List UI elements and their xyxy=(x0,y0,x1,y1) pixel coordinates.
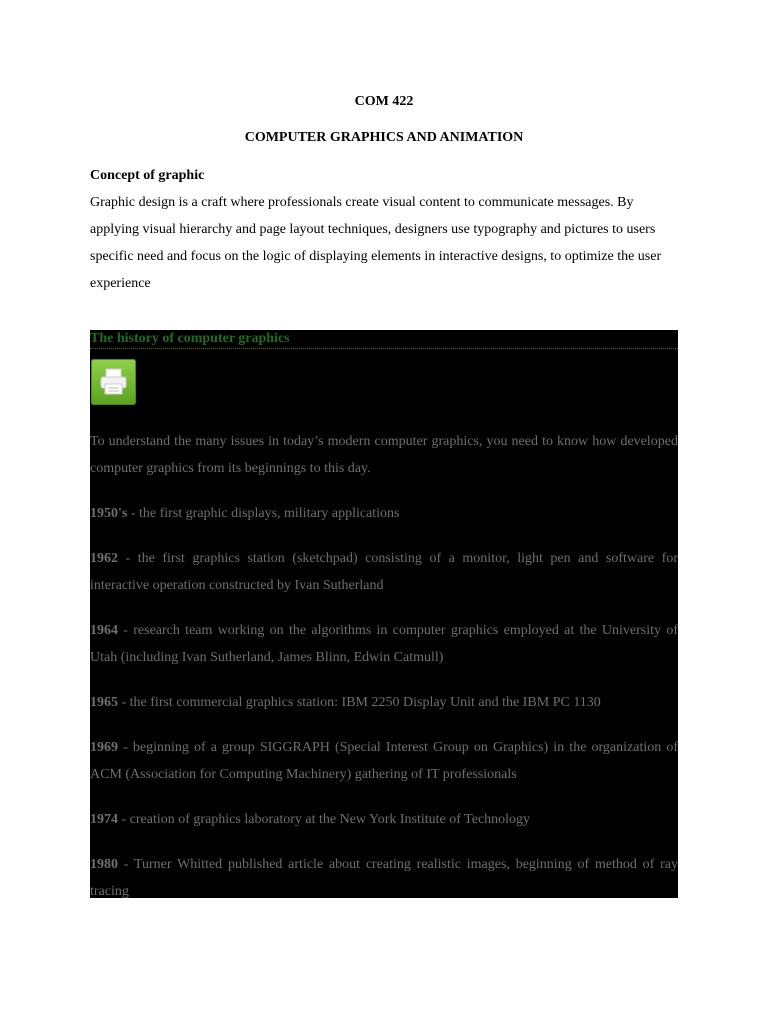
history-event-1962 xyxy=(90,545,678,599)
history-body xyxy=(90,428,678,898)
concept-paragraph xyxy=(90,189,678,297)
event-year: 1980 xyxy=(90,857,118,872)
event-text: - research team working on the algorithms in computer graphics employed at the University of Utah (including Ivan Sutherland, James Blinn, Edwin Catmull) xyxy=(90,623,678,665)
event-text: - creation of graphics laboratory at the New York Institute of Technology xyxy=(118,812,531,827)
printer-icon xyxy=(99,367,128,397)
event-text: - beginning of a group SIGGRAPH (Special Interest Group on Graphics) in the organization of ACM (Association for Computing Machinery) gathering of IT professionals xyxy=(90,740,678,782)
event-text: - the first graphics station (sketchpad) consisting of a monitor, light pen and software for interactive operation constructed by Ivan Sutherland xyxy=(90,551,678,593)
event-text: - the first commercial graphics station: IBM 2250 Display Unit and the IBM PC 1130 xyxy=(118,695,601,710)
course-title: COMPUTER GRAPHICS AND ANIMATION xyxy=(244,130,524,145)
history-section xyxy=(90,330,678,898)
history-event-1974 xyxy=(90,806,678,833)
concept-heading: Concept of graphic xyxy=(90,168,205,183)
event-year: 1962 xyxy=(90,551,118,566)
history-heading: The history of computer graphics xyxy=(90,330,678,349)
event-year: 1964 xyxy=(90,623,118,638)
course-code: COM 422 xyxy=(354,94,414,109)
event-year: 1969 xyxy=(90,740,118,755)
history-event-1965 xyxy=(90,689,678,716)
concept-paragraph-text: Graphic design is a craft where professionals create visual content to communicate messages. By applying visual hierarchy and page layout techniques, designers use typography and pictures to users specific need and focus on the logic of displaying elements in interactive designs, to optimize the user experience xyxy=(90,195,662,291)
print-button[interactable] xyxy=(91,359,136,405)
event-year: 1965 xyxy=(90,695,118,710)
event-text: - Turner Whitted published article about creating realistic images, beginning of method of ray tracing xyxy=(90,857,678,898)
history-event-1964 xyxy=(90,617,678,671)
history-event-1980 xyxy=(90,851,678,898)
history-intro: To understand the many issues in today’s modern computer graphics, you need to know how developed computer graphics from its beginnings to this day. xyxy=(90,434,678,476)
history-event-1950s xyxy=(90,500,678,527)
event-year: 1974 xyxy=(90,812,118,827)
event-text: - the first graphic displays, military applications xyxy=(127,506,400,521)
history-event-1969 xyxy=(90,734,678,788)
event-year: 1950's xyxy=(90,506,128,521)
